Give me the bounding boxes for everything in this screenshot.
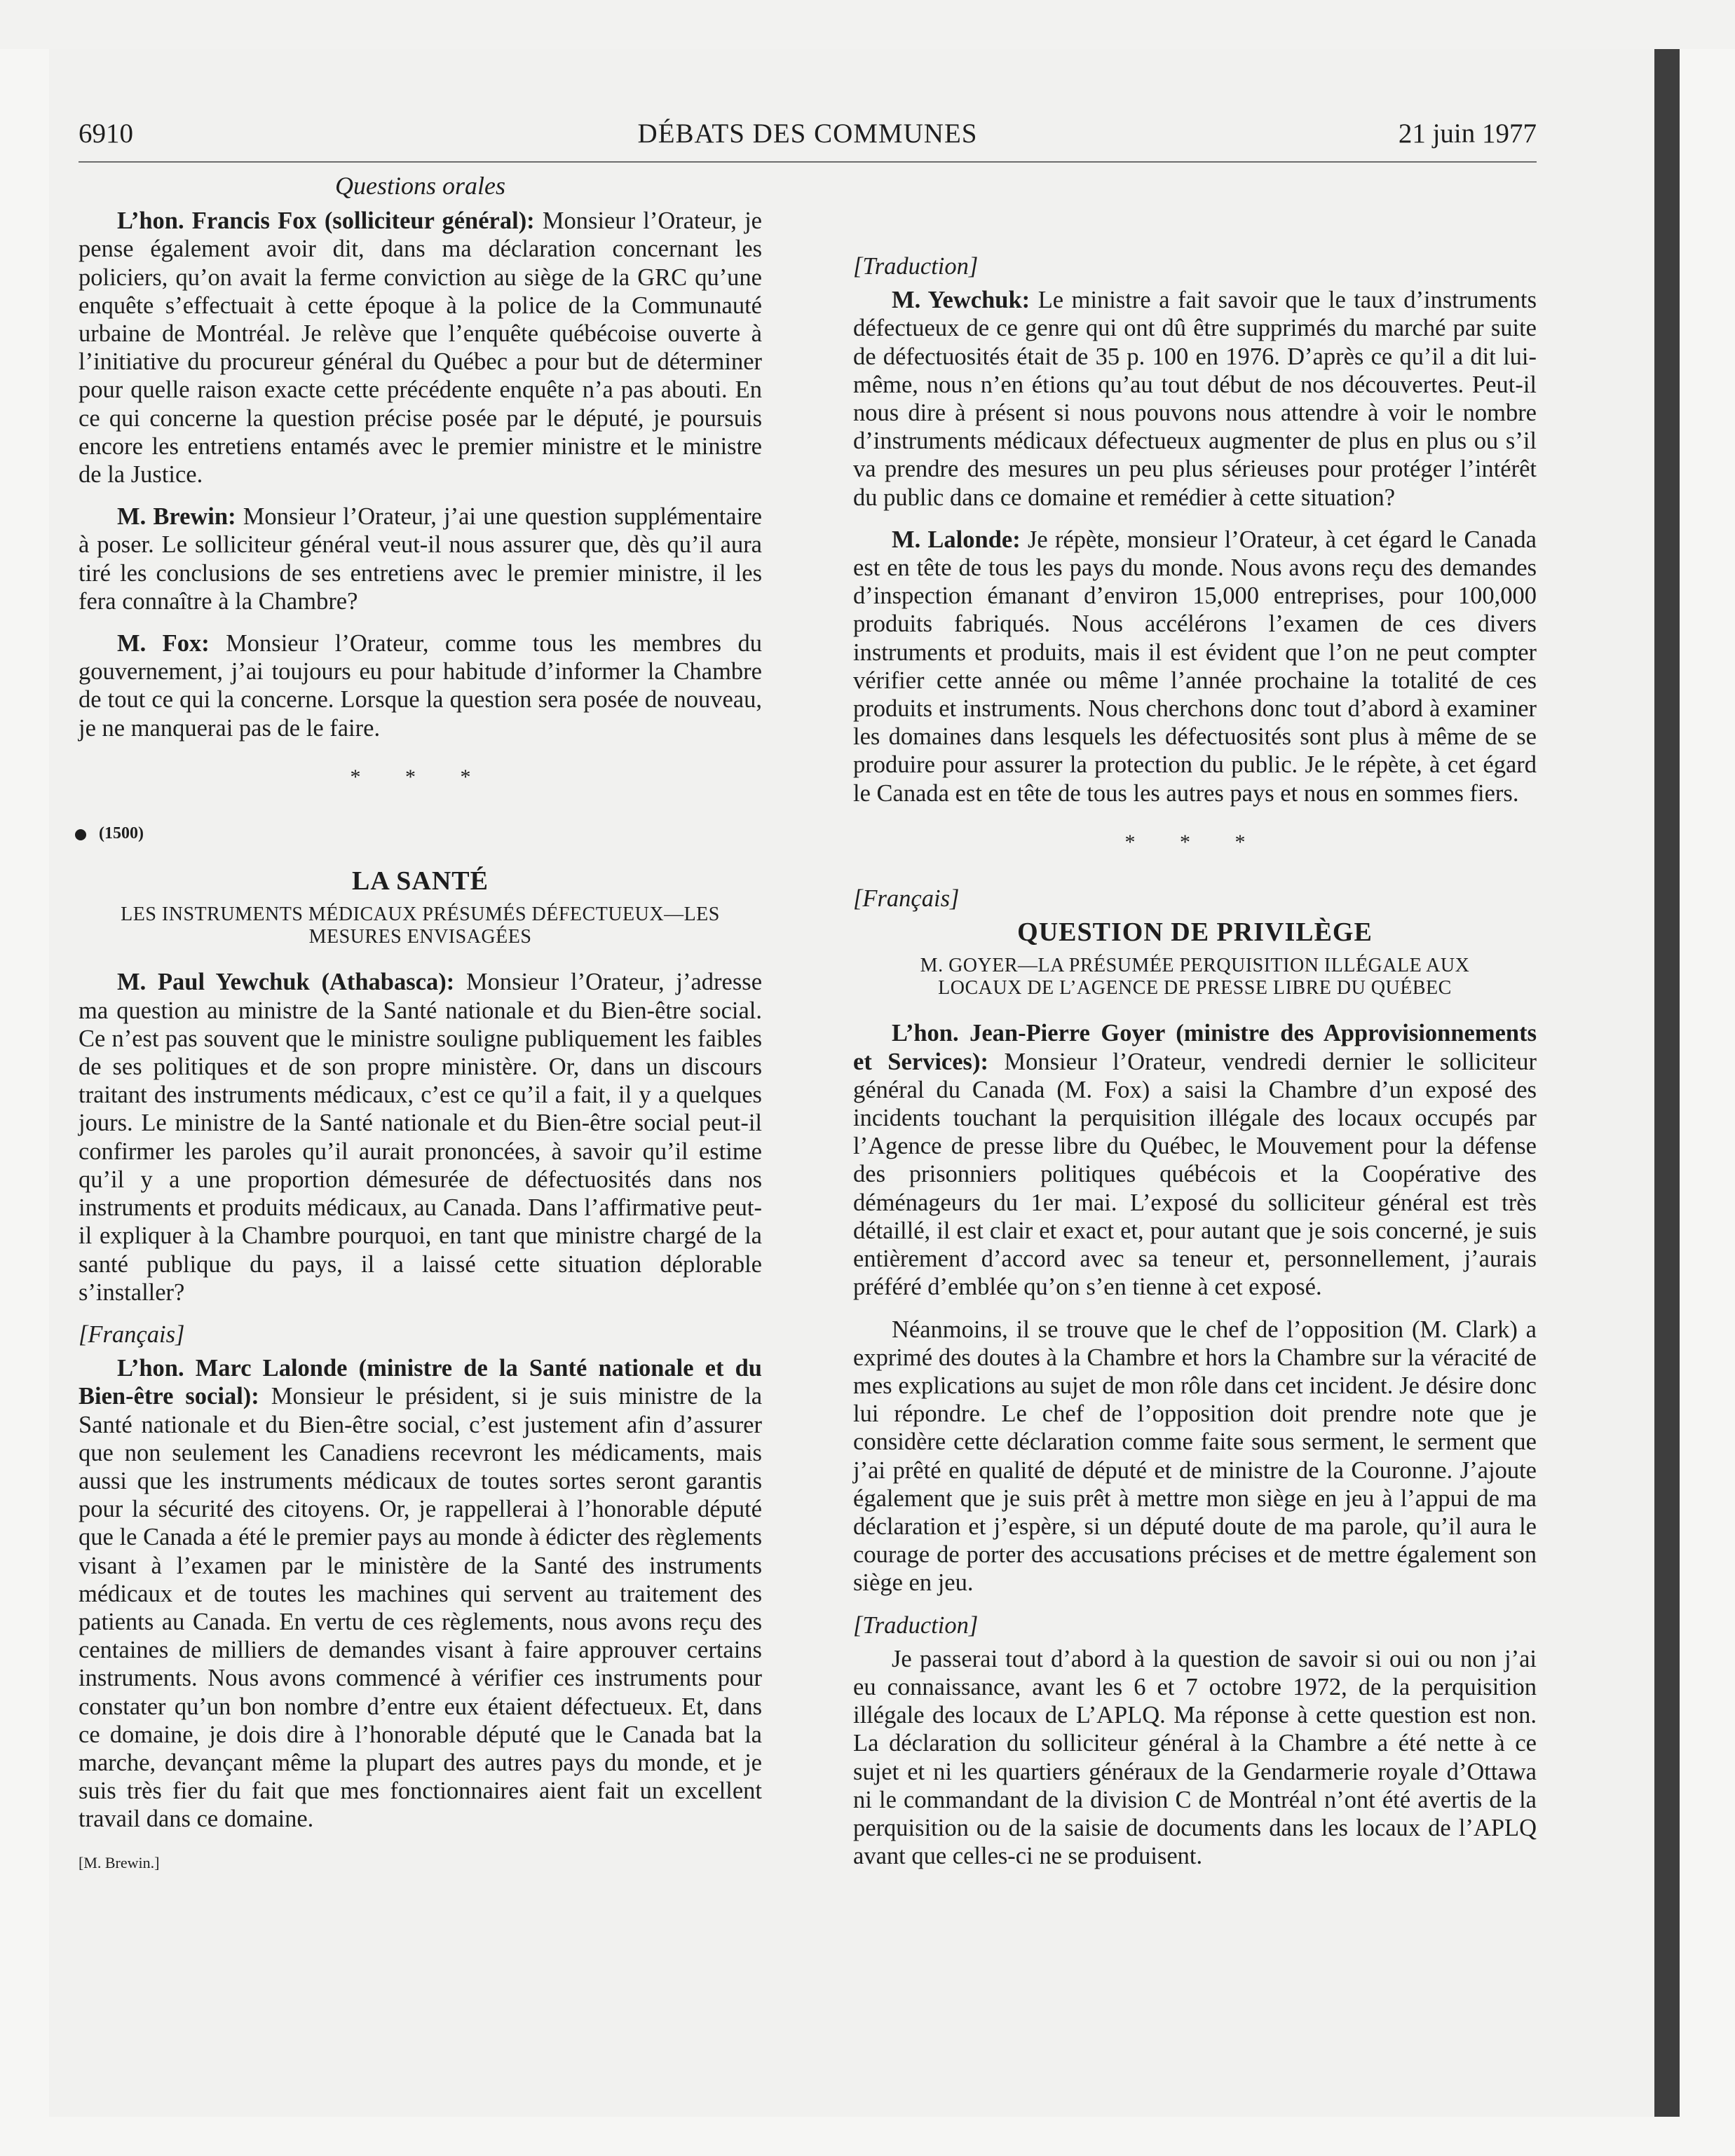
language-tag: [Traduction] <box>853 1611 979 1639</box>
speaker: M. Yewchuk: <box>892 287 1030 314</box>
right-column <box>853 252 1537 1884</box>
speaker: M. Fox: <box>117 630 210 657</box>
timestamp-text: (1500) <box>99 824 144 843</box>
bullet-icon <box>75 829 86 840</box>
paragraph <box>79 968 762 1306</box>
running-head: Questions orales <box>335 172 505 200</box>
timestamp <box>75 819 762 847</box>
paragraph <box>79 1354 762 1833</box>
language-tag: [Français] <box>853 885 960 913</box>
speaker: L’hon. Francis Fox (solliciteur général): <box>117 207 535 235</box>
speaker: L’hon. Marc Lalonde (ministre de la Santé nationale et du Bien-être social): <box>79 1355 762 1410</box>
paragraph-text: Le ministre a fait savoir que le taux d’instruments défectueux de ce genre qui ont dû être supprimés du marché par suite de défectuosités était de 35 p. 100 en 1976. D’après ce qu’il a dit lui-même, nous n’en étions qu’au tout début de nos découvertes. Peut-il nous dire à présent si nous pouvons nous attendre à voir le nombre d’instruments médicaux défectueux augmenter de plus en plus ou s’il va prendre des mesures un peu plus sérieuses pour protéger l’intérêt du public dans ce domaine et remédier à cette situation? <box>853 287 1537 511</box>
page-header <box>79 118 1537 163</box>
language-tag: [Français] <box>79 1321 185 1348</box>
section-separator: * * * <box>350 765 491 789</box>
paragraph-text: Néanmoins, il se trouve que le chef de l’opposition (M. Clark) a exprimé des doutes à la Chambre et hors la Chambre sur la véracité de mes explications au sujet de mon rôle dans cet incident. Je désire donc lui répondre. Le chef de l’opposition doit prendre note que je considère cette déclaration comme faite sous serment, le serment que j’ai prêté en qualité de député et de ministre de la Couronne. J’ajoute également que je suis prêt à mettre mon siège en jeu à l’appui de ma déclaration et j’espère, si un député doute de ma parole, qu’il aura le courage de porter des accusations précises et de mettre également son siège en jeu. <box>853 1316 1537 1597</box>
paragraph-text: Je répète, monsieur l’Orateur, à cet égard le Canada est en tête de tous les pays du monde. Nous avons reçu des demandes d’inspection émanant d’environ 15,000 entreprises, pour 100,000 produits fabriqués. Nous accélérons l’examen de ces divers instruments et produits, mais il est évident que l’on ne peut compter vérifier cette année ou même l’année prochaine la totalité de ces produits et instruments. Nous cherchons donc tout d’abord à examiner les domaines dans lesquels les défectuosités sont plus à même de se produire pour assurer la protection du public. Je le répète, à cet égard le Canada est en tête de tous les autres pays et nous en sommes fiers. <box>853 526 1537 807</box>
paragraph <box>853 1316 1537 1597</box>
section-title: QUESTION DE PRIVILÈGE <box>1017 917 1373 948</box>
paragraph <box>853 286 1537 512</box>
speaker: M. Paul Yewchuk (Athabasca): <box>117 969 455 996</box>
language-tag: [Traduction] <box>853 253 979 280</box>
subtitle-line: LOCAUX DE L’AGENCE DE PRESSE LIBRE DU QUÉBEC <box>938 977 1452 999</box>
paragraph-text: Je passerai tout d’abord à la question de savoir si oui ou non j’ai eu connaissance, avant les 6 et 7 octobre 1972, de la perquisition illégale des locaux de L’APLQ. Ma réponse à cette question est non. La déclaration du solliciteur général à la Chambre a été nette à ce sujet et ni les quartiers généraux de la Gendarmerie royale d’Ottawa ni le commandant de la division C de Montréal n’ont été avertis de la perquisition ou de la saisie de documents dans les locaux de l’APLQ avant que celles-ci ne se produisent. <box>853 1645 1537 1870</box>
left-column <box>79 172 762 1877</box>
scan-border-right <box>1654 49 1680 2117</box>
paragraph <box>853 526 1537 807</box>
paragraph <box>853 1645 1537 1871</box>
paragraph-text: Monsieur l’Orateur, comme tous les membres du gouvernement, j’ai toujours eu pour habitude d’informer la Chambre de tout ce qui la concerne. Lorsque la question sera posée de nouveau, je ne manquerai pas de le faire. <box>79 630 762 742</box>
section-separator: * * * <box>1124 830 1265 854</box>
paragraph <box>853 1019 1537 1301</box>
speaker: L’hon. Jean-Pierre Goyer (ministre des Approvisionnements et Services): <box>853 1020 1537 1075</box>
section-title: LA SANTÉ <box>352 866 489 896</box>
subtitle-line: M. GOYER—LA PRÉSUMÉE PERQUISITION ILLÉGALE AUX <box>920 955 1470 977</box>
subtitle-line: LES INSTRUMENTS MÉDICAUX PRÉSUMÉS DÉFECTUEUX—LES <box>121 903 720 926</box>
paragraph-text: Monsieur l’Orateur, vendredi dernier le solliciteur général du Canada (M. Fox) a saisi la Chambre d’un exposé des incidents touchant la perquisition illégale des locaux occupés par l’Agence de presse libre du Québec, le Mouvement pour la défense des prisonniers politiques québécois et la Coopérative des déménageurs du 1er mai. L’exposé du solliciteur général est très détaillé, il est clair et exact et, pour autant que je sois concerné, je suis entièrement d’accord avec sa teneur et, personnellement, j’aurais préféré d’emblée qu’on s’en tienne à cet exposé. <box>853 1048 1537 1301</box>
section-subtitle <box>853 955 1537 999</box>
issue-date: 21 juin 1977 <box>1398 118 1537 149</box>
footnote: [M. Brewin.] <box>79 1853 160 1871</box>
paragraph <box>79 207 762 489</box>
paragraph-text: Monsieur l’Orateur, je pense également avoir dit, dans ma déclaration concernant les policiers, qu’on avait la ferme conviction au siège de la GRC qu’une enquête s’effectuait à cette époque à la police de la Communauté urbaine de Montréal. Je relève que l’enquête québécoise ouverte à l’initiative du procureur général du Québec a pour but de déterminer pour quelle raison exacte cette précédente enquête n’a pas abouti. En ce qui concerne la question précise posée par le député, je poursuis encore les entretiens entamés avec le premier ministre et le ministre de la Justice. <box>79 207 762 489</box>
publication-title: DÉBATS DES COMMUNES <box>637 118 978 149</box>
page-number: 6910 <box>79 118 133 149</box>
speaker: M. Lalonde: <box>892 526 1021 553</box>
paragraph-text: Monsieur l’Orateur, j’adresse ma question au ministre de la Santé nationale et du Bien-être social. Ce n’est pas souvent que le ministre souligne publiquement les faibles de ses politiques et de son propre ministère. Or, dans un discours traitant des instruments médicaux, c’est ce qu’il a fait, il y a quelques jours. Le ministre de la Santé nationale et du Bien-être social peut-il confirmer les paroles qu’il aurait prononcées, à savoir qu’il estime qu’il y a une proportion démesurée de défectuosités dans nos instruments et produits médicaux, au Canada. Dans l’affirmative peut-il expliquer à la Chambre pourquoi, en tant que ministre chargé de la santé publique du pays, il a laissé cette situation déplorable s’installer? <box>79 969 763 1306</box>
scan-border-top <box>0 0 1735 49</box>
section-subtitle <box>79 903 762 948</box>
paragraph-text: Monsieur l’Orateur, j’ai une question supplémentaire à poser. Le solliciteur général veut-il nous assurer que, dès qu’il aura tiré les conclusions de ses entretiens avec le premier ministre, il les fera connaître à la Chambre? <box>79 503 762 615</box>
paragraph-text: Monsieur le président, si je suis ministre de la Santé nationale et du Bien-être social, c’est justement afin d’assurer que non seulement les Canadiens recevront les médicaments, mais aussi que les instruments médicaux de toutes sortes seront garantis pour la sécurité des citoyens. Or, je rappellerai à l’honorable député que le Canada a été le premier pays au monde à édicter des règlements visant à l’examen par le ministère de la Santé des instruments médicaux et de toutes les machines qui servent au traitement des patients au Canada. En vertu de ces règlements, nous avons reçu des centaines de milliers de demandes visant à faire approuver certains instruments. Nous avons commencé à vérifier ces instruments pour constater qu’un bon nombre d’entre eux étaient défectueux. Et, dans ce domaine, je dois dire à l’honorable député que le Canada bat la marche, devançant même la plupart des autres pays du monde, et je suis très fier du fait que mes fonctionnaires aient fait un excellent travail dans ce domaine. <box>79 1383 763 1833</box>
paragraph <box>79 629 762 742</box>
subtitle-line: MESURES ENVISAGÉES <box>308 926 532 948</box>
paragraph <box>79 503 762 615</box>
speaker: M. Brewin: <box>117 503 236 531</box>
